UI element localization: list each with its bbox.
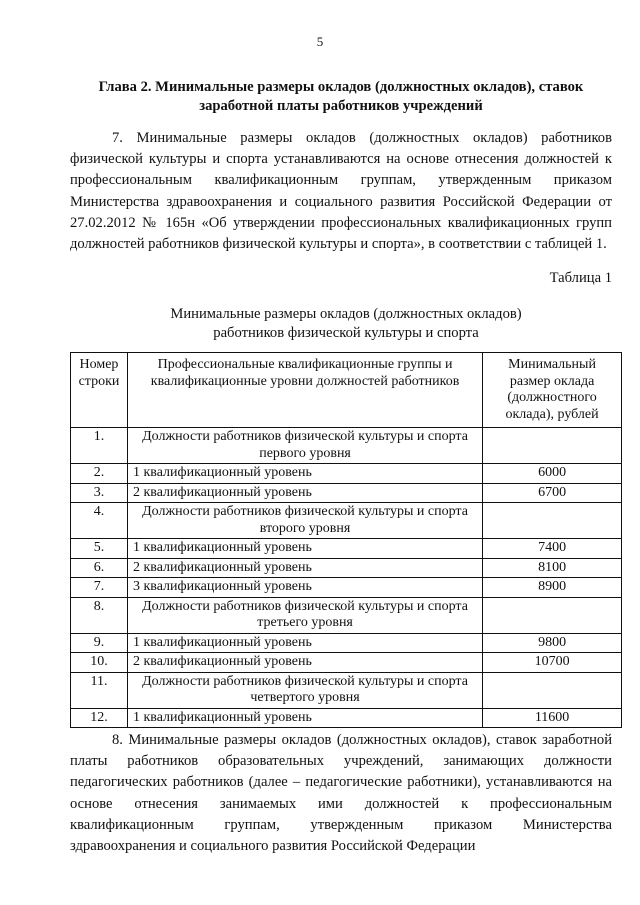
table-caption-line1: Минимальные размеры окладов (должностных окладов) — [170, 306, 522, 322]
table-body — [71, 428, 622, 728]
min-salary-amount: 11600 — [483, 708, 622, 728]
level-name: 1 квалификационный уровень — [127, 464, 482, 484]
row-number: 11. — [71, 672, 128, 708]
min-salary-amount: 7400 — [483, 539, 622, 559]
level-name: 2 квалификационный уровень — [127, 483, 482, 503]
table-row-level — [71, 464, 622, 484]
group-name: Должности работников физической культуры и спорта четвертого уровня — [127, 672, 482, 708]
row-number: 7. — [71, 578, 128, 598]
table-caption — [70, 305, 622, 343]
row-number: 4. — [71, 503, 128, 539]
min-salary-amount — [483, 428, 622, 464]
group-name: Должности работников физической культуры и спорта третьего уровня — [127, 597, 482, 633]
table-label: Таблица 1 — [549, 270, 612, 286]
paragraph-8: 8. Минимальные размеры окладов (должностных окладов), ставок заработной платы работников образовательных учреждений, занимающих должности педагогических работников (далее – педагогические работники), устанавливаются на основе отнесения занимаемых ими должностей к профессиональным квалификационным группам, утвержденным приказом Министерства здравоохранения и социального развития Российской Федерации — [70, 732, 612, 855]
group-name: Должности работников физической культуры и спорта второго уровня — [127, 503, 482, 539]
level-name: 1 квалификационный уровень — [127, 708, 482, 728]
table-row-level — [71, 653, 622, 673]
salary-table — [70, 352, 622, 728]
min-salary-amount: 6700 — [483, 483, 622, 503]
chapter-title: Глава 2. Минимальные размеры окладов (должностных окладов), ставок заработной платы работников учреждений — [98, 79, 584, 114]
table-caption-line2: работников физической культуры и спорта — [213, 325, 479, 341]
table-row-group — [71, 428, 622, 464]
min-salary-amount — [483, 503, 622, 539]
table-header-row — [71, 353, 622, 428]
table-row-level — [71, 633, 622, 653]
row-number: 5. — [71, 539, 128, 559]
min-salary-amount: 9800 — [483, 633, 622, 653]
row-number: 9. — [71, 633, 128, 653]
table-row-level — [71, 558, 622, 578]
row-number: 10. — [71, 653, 128, 673]
header-group-name: Профессиональные квалификационные группы и квалификационные уровни должностей работников — [127, 353, 482, 428]
header-min-salary: Минимальный размер оклада (должностного оклада), рублей — [483, 353, 622, 428]
min-salary-amount — [483, 672, 622, 708]
min-salary-amount: 8100 — [483, 558, 622, 578]
level-name: 1 квалификационный уровень — [127, 633, 482, 653]
row-number: 3. — [71, 483, 128, 503]
level-name: 3 квалификационный уровень — [127, 578, 482, 598]
page-number: 5 — [316, 34, 324, 49]
row-number: 2. — [71, 464, 128, 484]
level-name: 1 квалификационный уровень — [127, 539, 482, 559]
row-number: 8. — [71, 597, 128, 633]
header-row-number: Номер строки — [71, 353, 128, 428]
min-salary-amount: 6000 — [483, 464, 622, 484]
min-salary-amount: 10700 — [483, 653, 622, 673]
table-row-level — [71, 708, 622, 728]
table-row-level — [71, 539, 622, 559]
min-salary-amount — [483, 597, 622, 633]
row-number: 12. — [71, 708, 128, 728]
table-row-group — [71, 672, 622, 708]
table-row-group — [71, 503, 622, 539]
min-salary-amount: 8900 — [483, 578, 622, 598]
row-number: 6. — [71, 558, 128, 578]
table-row-level — [71, 483, 622, 503]
level-name: 2 квалификационный уровень — [127, 558, 482, 578]
row-number: 1. — [71, 428, 128, 464]
table-row-level — [71, 578, 622, 598]
table-row-group — [71, 597, 622, 633]
paragraph-7: 7. Минимальные размеры окладов (должностных окладов) работников физической культуры и спорта устанавливаются на основе отнесения должностей к профессиональным квалификационным группам, утвержденным приказом Министерства здравоохранения и социального развития Российской Федерации от 27.02.2012 № 165н «Об утверждении профессиональных квалификационных групп должностей работников физической культуры и спорта», в соответствии с таблицей 1. — [70, 130, 612, 253]
group-name: Должности работников физической культуры и спорта первого уровня — [127, 428, 482, 464]
level-name: 2 квалификационный уровень — [127, 653, 482, 673]
